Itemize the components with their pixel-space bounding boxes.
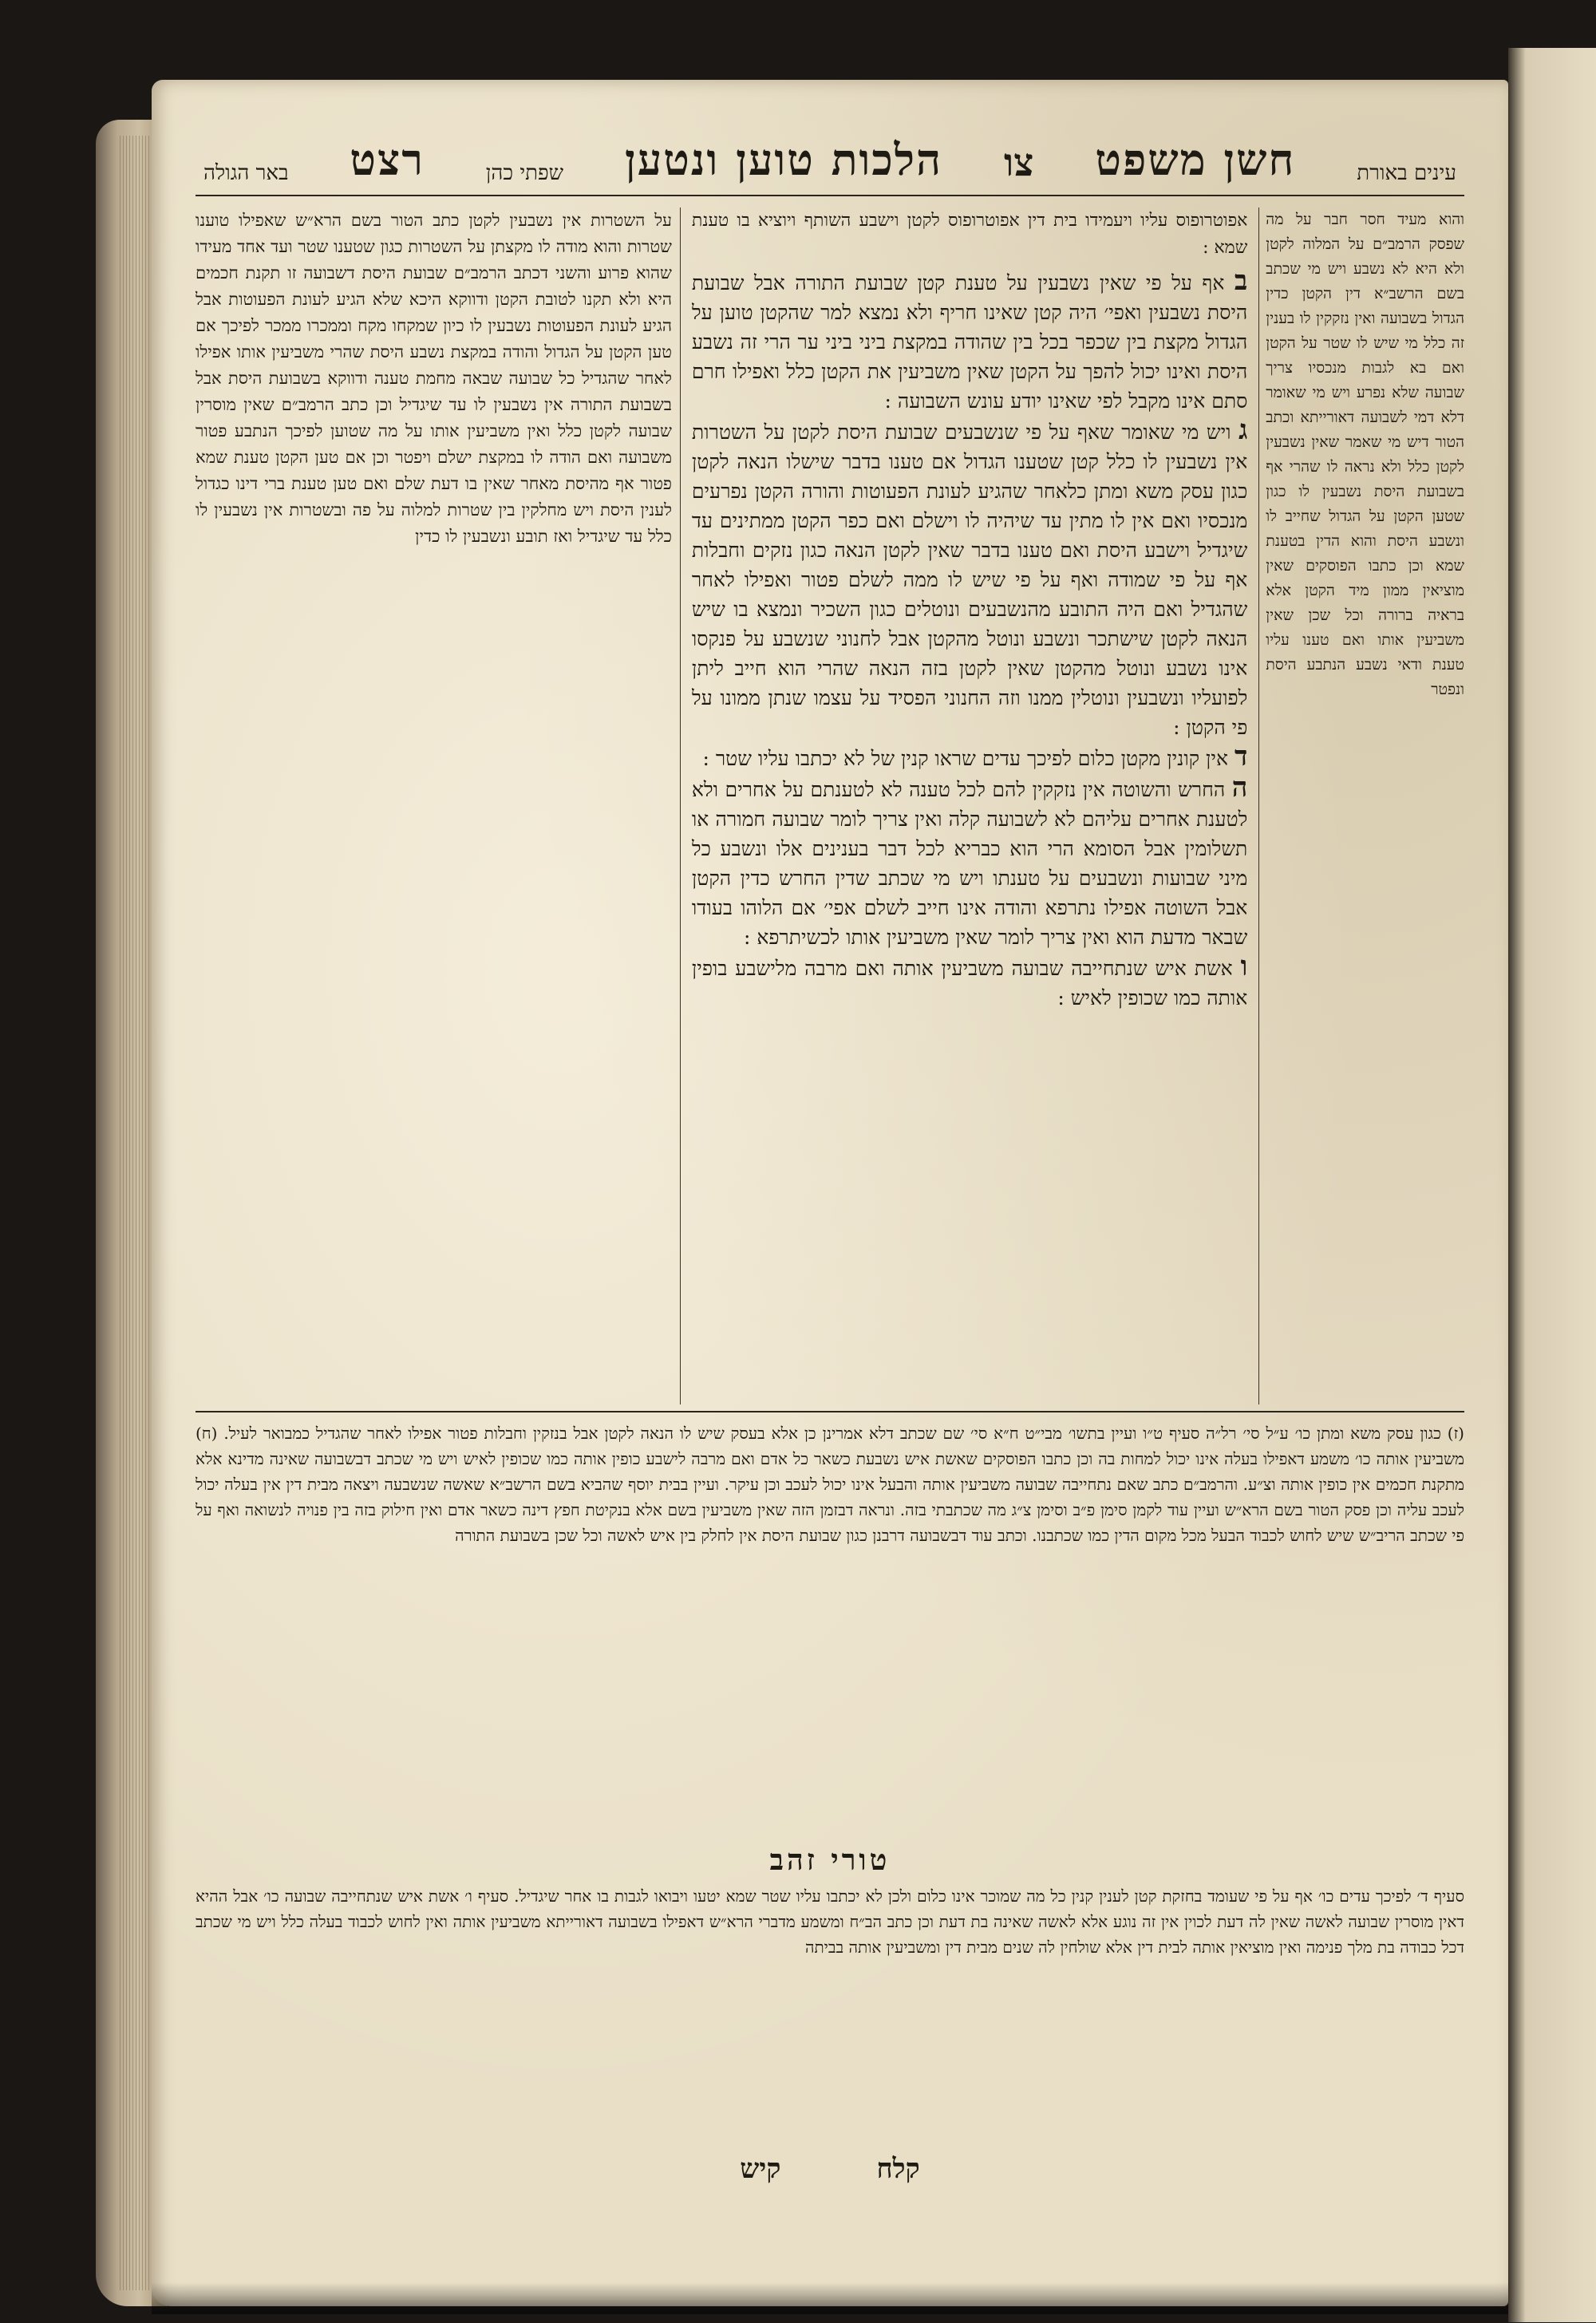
seif-6	[692, 952, 1247, 1013]
header-subject: הלכות טוען ונטען	[624, 134, 943, 185]
main-columns	[196, 207, 1464, 1404]
turei-zahav-title: טורי זהב	[769, 1843, 891, 1877]
seif-3	[692, 416, 1247, 742]
seif-5	[692, 773, 1247, 952]
seif-4	[692, 742, 1247, 773]
commentary-left-column: על השטרות אין נשבעין לקטן כתב הטור בשם הרא״ש שאפילו טוענו שטרות והוא מודה לו מקצתן על השטרות כגון שטענו שטר ועד אחד מעידו שהוא פרוע והשני דכתב הרמב״ם שבועת היסת דשבועה זו תקנת חכמים היא ולא תקנו לטובת הקטן ודווקא היכא שלא הגיע לעונת הפעוטות אבל הגיע לעונת הפעוטות נשבעין לו כיון שמקחו מקח וממכרו ממכר לפיכך אם טען הקטן על הגדול והודה במקצת נשבע היסת שהרי משביעין אותו אפילו לאחר שהגדיל כל שבועה שבאה מחמת טענה ודווקא בשבועת היסת אבל בשבועת התורה אין נשבעין לו עד שיגדיל וכן כתב הרמב״ם שאין מוסרין שבועה לקטן כלל ואין משביעין אותו על מה שטוען לפיכך הנתבע פטור משבועה ואם הודה לו במקצת ישלם ויפטר וכן אם טען הקטן טענת שמא פטור אף מהיסת מאחר שאין בו דעת שלם ואם טען טענת ברי דינו כגדול לענין היסת ויש מחלקין בין שטרות למלוה על פה ובשטרות אין נשבעין לו כלל עד שיגדיל ואז תובע ונשבעין לו כדין	[196, 207, 681, 1404]
bottom-shadow	[152, 2282, 1508, 2314]
main-text-column	[692, 207, 1247, 1404]
page-footer	[196, 2153, 1464, 2185]
turei-zahav-text: סעיף ד׳ לפיכך עדים כו׳ אף על פי שעומד בחזקת קטן לענין קנין כל מה שמוכר אינו כלום ולכן לא יכתבו עליו שטר שמא יטעו ויבואו לגבות בו אחר שיגדיל. סעיף ו׳ אשת איש שנתחייבה שבועה כו׳ אבל ההיא דאין מוסרין שבועה לאשה שאין לה דעת לכוין אין זה נוגע אלא לאשה שאינה בת דעת וכן כתב הב״ח ומשמע מדברי הרא״ש דאפילו בשבועה דאורייתא משביעין אותה ואין לחוש לכבוד בעלה כלל ויש מי שכתב דכל כבודה בת מלך פנימה ואין מוציאין אותה לבית דין אלא שולחין לה שנים מבית דין ומשביעין אותה בביתה	[196, 1886, 1464, 1957]
seif-letter: ב	[1234, 265, 1248, 297]
text-block	[196, 128, 1464, 2187]
lower-commentary: (ז) כגון עסק משא ומתן כו׳ ע״ל סי׳ רל״ה סעיף ט״ו ועיין בתשו׳ מבי״ט ח״א סי׳ שם שכתב דלא אמרינן כן אלא בעסק שיש לו הנאה לקטן אבל בנזקין וחבלות פטור אפילו לאחר שהגדיל כמבואר לעיל. (ח) משביעין אותה כו׳ משמע דאפילו בעלה אינו יכול למחות בה וכן כתבו הפוסקים שאשת איש נשבעת כשאר כל אדם ואם מרבה לישבע כופין אותה כמו שכופין לאיש ויש מי שכתב דבשבועה שאינה מדינא אלא מתקנת חכמים אין כופין אותה וצ״ע. והרמב״ם כתב שאם נתחייבה שבועה משביעין אותה והבעל אינו יכול לעכב וכן עיקר. ועיין בבית יוסף שהביא בשם הרשב״א שאשה שנשבעה ויצאה מבית דין אין בעלה יכול לעכב עליה וכן פסק הטור בשם הרא״ש ועיין עוד לקמן סימן פ״ב וסימן צ״ג מה שכתבתי בזה. ונראה דבזמן הזה שאין משביעין בשם אלא בנקיטת חפץ דינה כשאר אדם ואין חילוק בזה בין פנויה לנשואה ואף על פי שכתב הריב״ש שיש לחוש לכבוד הבעל מכל מקום הדין כמו שכתבנו. וכתב עוד דבשבועה דרבנן כגון שבועת היסת אין לחלק בין איש לאשה וכל שכן בשבועת התורה	[196, 1424, 1464, 1545]
page-edges	[120, 136, 152, 2290]
divider	[196, 1411, 1464, 1412]
seif-text: החרש והשוטה אין נזקקין להם לכל טענה לא לטענתם על אחרים ולא לטענת אחרים עליהם לא לשבועה קלה ואין צריך לומר שבועה חמורה או תשלומין אבל הסומא הרי הוא כבריא לכל דבר בענינים אלו ונשבע כל מיני שבועות ונשבעים על טענתו ויש מי שכתב שדין החרש כדין הקטן אבל השוטה אפילו נתרפא והודה אינו חייב לשלם אפי׳ אם הלוהו בעודו שבאר מדעת הוא ואין צריך לומר שאין משביעין אותו לכשיתרפא :	[691, 778, 1248, 949]
header-section-number: צו	[1004, 140, 1034, 185]
header-siman: רצט	[350, 134, 425, 185]
seif-text: ויש מי שאומר שאף על פי שנשבעים שבועת היסת לקטן על השטרות אין נשבעין לו כלל קטן שטענו הגדול אם טענו בדבר שישלו הנאה לקטן כגון עסק משא ומתן כלאחר שהגיע לעונת הפעוטות והורה הקטן נפרעים מנכסיו ואם אין לו מתין עד שיהיה לו וישלם ואם כפר הקטן ממתינים עד שיגדיל וישבע היסת ואם טענו בדבר שאין לקטן הנאה כגון נזקים וחבלות אף על פי שמודה ואף על פי שיש לו ממה לשלם פטור ואפילו לאחר שהגדיל ואם היה התובע מהנשבעים ונוטלים כגון השכיר ונמצא בו שיש הנאה לקטן שישתכר ונשבע ונוטל מהקטן אבל לחנוני שנשבע על פנקסו אינו נשבע ונוטל מהקטן שאין לקטן בזה הנאה שהרי הוא חייב ליתן לפועליו ונשבעין ונוטלין ממנו וזה החנוני הפסיד על עצמו שנתן ממונו על פי הקטן :	[691, 421, 1248, 739]
commentary-right-column: והוא מעיד חסר חבר על מה שפסק הרמב״ם על המלוה לקטן ולא היא לא נשבע ויש מי שכתב בשם הרשב״א דין הקטן כדין הגדול בשבועה ואין נזקקין לו בענין זה כלל מי שיש לו שטר על הקטן ואם בא לגבות מנכסיו צריך שבועה שלא נפרע ויש מי שאומר דלא דמי לשבועה דאורייתא וכתב הטור דיש מי שאמר שאין נשבעין לקטן כלל ולא נראה לו שהרי אף בשבועת היסת נשבעין לו כגון שטען הקטן על הגדול שחייב לו ונשבע היסת והוא הדין בטענת שמא וכן כתבו הפוסקים שאין מוציאין ממון מיד הקטן אלא בראיה ברורה וכל שכן שאין משביעין אותו ואם טענו עליו טענת ודאי נשבע הנתבע היסת ונפטר	[1258, 207, 1464, 1404]
seif-text: אין קונין מקטן כלום לפיכך עדים שראו קנין של לא יכתבו עליו שטר :	[702, 747, 1228, 770]
seif-2	[692, 267, 1247, 416]
catchword: קיש	[740, 2153, 781, 2185]
seif-letter: ד	[1234, 741, 1248, 772]
header-beer-hagolah: באר הגולה	[203, 161, 289, 185]
page-number: קלח	[876, 2153, 920, 2185]
seif-letter: ה	[1231, 772, 1248, 804]
header-left-label: שפתי כהן	[485, 161, 564, 185]
next-page-edge	[1508, 48, 1596, 2322]
seif-letter: ו	[1240, 950, 1248, 982]
header-title: חשן משפט	[1095, 134, 1296, 185]
header-right-label: עינים באורת	[1357, 161, 1456, 185]
seif-letter: ג	[1238, 414, 1248, 446]
main-text-opening: אפוטרופוס עליו ויעמידו בית דין אפוטרופוס לקטן וישבע השותף ויוציא בו טענת שמא :	[691, 211, 1248, 258]
running-header	[196, 128, 1464, 196]
seif-text: אשת איש שנתחייבה שבועה משביעין אותה ואם מרבה מלישבע בופין אותה כמו שכופין לאיש :	[691, 957, 1248, 1009]
seif-text: אף על פי שאין נשבעין על טענת קטן שבועת התורה אבל שבועת היסת נשבעין ואפי׳ היה קטן שאינו חריף ולא נמצא למר שהקטן טוען על הגדול מקצת בין שכפר בכל בין שהודה במקצת ביני ביני ער הרי זה נשבע היסת ואינו יכול להפך על הקטן שאין משביעין את הקטן כלל ואפילו חרם סתם אינו מקבל לפי שאינו יודע עונש השבועה :	[691, 271, 1248, 413]
